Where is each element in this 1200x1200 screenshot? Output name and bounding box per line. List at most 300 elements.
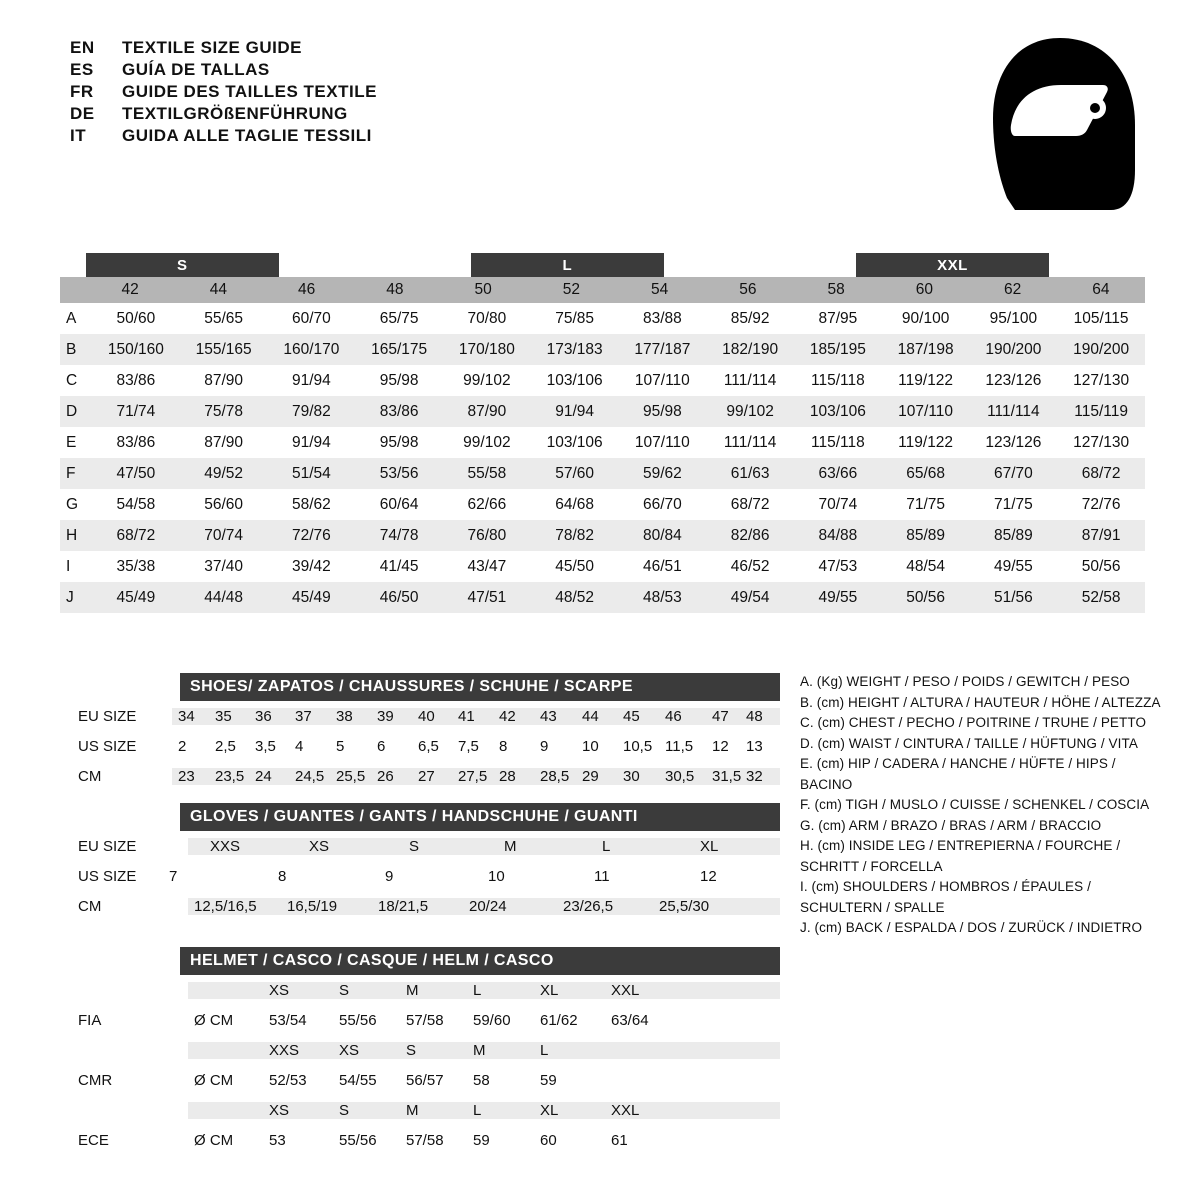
cell: 40 <box>418 707 435 725</box>
cell: 65/75 <box>379 309 419 327</box>
cell <box>611 1042 681 1059</box>
cell: 35/38 <box>116 557 156 575</box>
size-number: 48 <box>386 281 404 299</box>
cell: 8 <box>278 867 287 885</box>
cell: 84/88 <box>818 526 858 544</box>
cell: 44/48 <box>204 588 244 606</box>
row-label: G <box>66 495 79 513</box>
table-row <box>60 427 1145 458</box>
legend-line: A. (Kg) WEIGHT / PESO / POIDS / GEWITCH / PESO <box>800 674 1130 689</box>
cell: 18/21,5 <box>378 897 429 915</box>
cell: L <box>473 981 482 999</box>
table-row <box>70 701 780 731</box>
helmet-head-row <box>70 975 780 1005</box>
cell: 48/52 <box>555 588 595 606</box>
row-label: US SIZE <box>78 737 137 755</box>
cell: 54/55 <box>339 1071 377 1089</box>
cell: 12 <box>700 867 717 885</box>
cell: 87/90 <box>467 402 507 420</box>
cell: 87/90 <box>204 433 244 451</box>
cell: 37/40 <box>204 557 244 575</box>
cell: 26 <box>377 767 394 785</box>
cell: 65/68 <box>906 464 946 482</box>
cell: 8 <box>499 737 508 755</box>
row-label: ECE <box>78 1131 109 1149</box>
cell: 61 <box>611 1131 628 1149</box>
cell: 52/53 <box>269 1071 307 1089</box>
cell: 54/58 <box>116 495 156 513</box>
cell: 60 <box>540 1131 557 1149</box>
legend-line: J. (cm) BACK / ESPALDA / DOS / ZURÜCK / INDIETRO <box>800 920 1143 935</box>
cell: 59/62 <box>642 464 682 482</box>
cell: 11,5 <box>665 737 694 755</box>
cell: 46/50 <box>379 588 419 606</box>
cell: 64/68 <box>555 495 595 513</box>
cell: M <box>406 1101 419 1119</box>
cell: 23,5 <box>215 767 245 785</box>
header-titles <box>70 38 377 148</box>
cell: 63/66 <box>818 464 858 482</box>
row-label: CM <box>78 897 102 915</box>
cell: 99/102 <box>726 402 774 420</box>
row-label-blank <box>60 277 86 303</box>
size-number: 52 <box>562 281 580 299</box>
row-label: CMR <box>78 1071 113 1089</box>
cell: 49/54 <box>730 588 770 606</box>
measurement-legend <box>800 672 1170 939</box>
size-group-l: L <box>471 253 664 277</box>
cell <box>188 982 269 999</box>
cell: XL <box>540 1101 559 1119</box>
cell: 185/195 <box>809 340 866 358</box>
table-row <box>60 396 1145 427</box>
unit: Ø CM <box>194 1011 234 1029</box>
cell: 85/89 <box>906 526 946 544</box>
row-label: J <box>66 588 74 606</box>
cell: 127/130 <box>1073 433 1130 451</box>
unit: Ø CM <box>194 1131 234 1149</box>
header-title: GUIDA ALLE TAGLIE TESSILI <box>122 126 372 145</box>
size-number: 58 <box>827 281 845 299</box>
cell: 95/98 <box>379 371 419 389</box>
cell: 56/57 <box>406 1071 444 1089</box>
cell: 127/130 <box>1073 371 1130 389</box>
header-row <box>70 126 377 146</box>
cell: 51/54 <box>291 464 331 482</box>
cell: 6,5 <box>418 737 439 755</box>
cell: 119/122 <box>898 371 954 389</box>
row-label: CM <box>78 767 102 785</box>
row-label: B <box>66 340 77 358</box>
cell: 43/47 <box>467 557 507 575</box>
cell: 55/65 <box>204 309 244 327</box>
cell: 4 <box>295 737 304 755</box>
cell: 50/56 <box>906 588 946 606</box>
cell: 9 <box>385 867 394 885</box>
cell: 87/91 <box>1081 526 1121 544</box>
cell: 115/119 <box>1074 402 1128 420</box>
row-label: I <box>66 557 71 575</box>
legend-line: I. (cm) SHOULDERS / HOMBROS / ÉPAULES / <box>800 879 1091 894</box>
cell: 70/74 <box>204 526 244 544</box>
cell: 70/74 <box>818 495 858 513</box>
size-group-row <box>60 253 1145 277</box>
cell: 7,5 <box>458 737 479 755</box>
header-row <box>70 60 377 80</box>
row-label: D <box>66 402 78 420</box>
cell: 10,5 <box>623 737 653 755</box>
cell: 105/115 <box>1073 309 1129 327</box>
helmet-table <box>70 947 780 1155</box>
legend-line: F. (cm) TIGH / MUSLO / CUISSE / SCHENKEL / COSCIA <box>800 797 1150 812</box>
header-title: TEXTILE SIZE GUIDE <box>122 38 302 57</box>
cell: 47/50 <box>116 464 156 482</box>
cell: 28 <box>499 767 516 785</box>
table-row <box>60 520 1145 551</box>
size-group-m: M <box>368 256 382 274</box>
cell: 71/75 <box>906 495 946 513</box>
table-row <box>70 1005 780 1035</box>
legend-line: D. (cm) WAIST / CINTURA / TAILLE / HÜFTUNG / VITA <box>800 735 1138 751</box>
size-number: 56 <box>739 281 757 299</box>
row-label: EU SIZE <box>78 837 137 855</box>
legend-line: SCHULTERN / SPALLE <box>800 899 945 915</box>
cell: 20/24 <box>469 897 507 915</box>
cell: 31,5 <box>712 767 742 785</box>
cell: S <box>409 837 420 855</box>
header-row <box>70 104 377 124</box>
cell: 53 <box>269 1131 286 1149</box>
gloves-table <box>70 803 780 921</box>
cell: 111/114 <box>723 433 777 451</box>
cell: 25,5/30 <box>659 897 710 915</box>
cell: M <box>473 1041 486 1059</box>
cell: 82/86 <box>730 526 770 544</box>
table-row <box>70 891 780 921</box>
cell: 27,5 <box>458 767 488 785</box>
cell: 71/74 <box>116 402 156 420</box>
cell: 95/98 <box>379 433 419 451</box>
cell: 39/42 <box>291 557 331 575</box>
header-row <box>70 82 377 102</box>
table-row <box>70 761 780 791</box>
language-code: ES <box>70 60 94 79</box>
size-number: 42 <box>121 281 139 299</box>
cell: 60/70 <box>291 309 331 327</box>
cell: 80/84 <box>642 526 682 544</box>
cell: 39 <box>377 707 394 725</box>
cell: 160/170 <box>283 340 340 358</box>
cell: 70/80 <box>467 309 507 327</box>
size-number: 44 <box>209 281 227 299</box>
cell: 59 <box>473 1131 490 1149</box>
cell: 150/160 <box>107 340 164 358</box>
cell: 41 <box>458 707 475 725</box>
cell: 24,5 <box>295 767 325 785</box>
cell: 23 <box>178 767 195 785</box>
size-number: 64 <box>1092 281 1110 299</box>
cell: 28,5 <box>540 767 570 785</box>
row-label: US SIZE <box>78 867 137 885</box>
cell: 85/89 <box>993 526 1033 544</box>
table-row <box>60 365 1145 396</box>
cell: 12 <box>712 737 729 755</box>
cell: 91/94 <box>555 402 595 420</box>
cell: 74/78 <box>379 526 419 544</box>
cell: 115/118 <box>811 371 865 389</box>
cell: 38 <box>336 707 353 725</box>
language-code: IT <box>70 126 87 145</box>
cell: 60/64 <box>379 495 419 513</box>
cell: XS <box>339 1041 360 1059</box>
language-code: FR <box>70 82 94 101</box>
cell: 91/94 <box>291 433 331 451</box>
cell: 76/80 <box>467 526 507 544</box>
cell: 119/122 <box>898 433 954 451</box>
cell: 99/102 <box>463 371 511 389</box>
cell: 123/126 <box>985 371 1042 389</box>
cell: 53/54 <box>269 1011 307 1029</box>
cell: 10 <box>582 737 599 755</box>
legend-line: H. (cm) INSIDE LEG / ENTREPIERNA / FOURCHE / <box>800 838 1121 853</box>
cell: S <box>406 1041 417 1059</box>
cell: 66/70 <box>642 495 682 513</box>
cell: 63/64 <box>611 1011 649 1029</box>
cell: 50/60 <box>116 309 156 327</box>
table-row <box>60 551 1145 582</box>
cell: 2 <box>178 737 187 755</box>
legend-line: SCHRITT / FORCELLA <box>800 858 943 874</box>
cell: 62/66 <box>467 495 507 513</box>
cell: 95/98 <box>642 402 682 420</box>
row-label: EU SIZE <box>78 707 137 725</box>
cell: 48/53 <box>642 588 682 606</box>
cell: 187/198 <box>897 340 954 358</box>
main-size-table <box>60 253 1145 613</box>
size-group-cell <box>60 253 86 277</box>
cell: 36 <box>255 707 272 725</box>
cell: 45 <box>623 707 640 725</box>
cell: 58 <box>473 1071 490 1089</box>
table-row <box>70 831 780 861</box>
cell: 111/114 <box>723 371 777 389</box>
helmet-head-row <box>70 1035 780 1065</box>
language-code: DE <box>70 104 95 123</box>
cell: 123/126 <box>985 433 1042 451</box>
legend-line: B. (cm) HEIGHT / ALTURA / HAUTEUR / HÖHE / ALTEZZA <box>800 694 1161 710</box>
cell: 12,5/16,5 <box>194 897 257 915</box>
cell: 85/92 <box>730 309 770 327</box>
legend-line: C. (cm) CHEST / PECHO / POITRINE / TRUHE / PETTO <box>800 715 1147 730</box>
cell: 107/110 <box>898 402 954 420</box>
cell: 78/82 <box>555 526 595 544</box>
cell: 155/165 <box>195 340 252 358</box>
cell: 59 <box>540 1071 557 1089</box>
cell: 30,5 <box>665 767 695 785</box>
helmet-icon <box>975 30 1145 220</box>
legend-line: G. (cm) ARM / BRAZO / BRAS / ARM / BRACCIO <box>800 817 1102 833</box>
cell: 43 <box>540 707 557 725</box>
table-row <box>70 861 780 891</box>
cell: S <box>339 981 350 999</box>
cell: 190/200 <box>1073 340 1130 358</box>
cell: 83/86 <box>116 371 156 389</box>
legend-line: E. (cm) HIP / CADERA / HANCHE / HÜFTE / HIPS / BACINO <box>800 756 1116 792</box>
cell: 52/58 <box>1081 588 1121 606</box>
cell: 24 <box>255 767 272 785</box>
size-number: 46 <box>298 281 316 299</box>
cell: XL <box>540 981 559 999</box>
table-row <box>70 1125 780 1155</box>
cell <box>611 1072 681 1089</box>
cell: 103/106 <box>546 433 603 451</box>
size-number: 54 <box>651 281 669 299</box>
cell: 2,5 <box>215 737 236 755</box>
cell: 46/51 <box>642 557 682 575</box>
cell: 50/56 <box>1081 557 1121 575</box>
cell: 46 <box>665 707 682 725</box>
cell: 95/100 <box>989 309 1038 327</box>
cell: 57/58 <box>406 1011 444 1029</box>
cell: 44 <box>582 707 599 725</box>
cell: 165/175 <box>371 340 428 358</box>
cell: L <box>473 1101 482 1119</box>
row-label: C <box>66 371 78 389</box>
cell: 45/50 <box>555 557 595 575</box>
table-row <box>60 334 1145 365</box>
cell: XL <box>700 837 719 855</box>
cell: 107/110 <box>634 371 690 389</box>
cell: 16,5/19 <box>287 897 338 915</box>
cell: 45/49 <box>116 588 156 606</box>
size-number: 50 <box>474 281 492 299</box>
cell: 48 <box>746 707 763 725</box>
helmet-title: HELMET / CASCO / CASQUE / HELM / CASCO <box>180 947 780 975</box>
language-code: EN <box>70 38 95 57</box>
cell: 49/55 <box>993 557 1033 575</box>
cell: 182/190 <box>722 340 779 358</box>
row-label: FIA <box>78 1011 102 1029</box>
table-row <box>70 731 780 761</box>
cell: M <box>406 981 419 999</box>
cell: 87/90 <box>204 371 244 389</box>
cell: 11 <box>594 867 610 885</box>
cell: 41/45 <box>379 557 419 575</box>
cell <box>188 1102 269 1119</box>
cell: 91/94 <box>291 371 331 389</box>
cell: 48/54 <box>906 557 946 575</box>
helmet-head-row <box>70 1095 780 1125</box>
cell: 103/106 <box>546 371 603 389</box>
cell: 61/63 <box>730 464 770 482</box>
cell: XS <box>269 1101 290 1119</box>
cell: 34 <box>178 707 195 725</box>
row-label: H <box>66 526 78 544</box>
cell: 107/110 <box>634 433 690 451</box>
header-row <box>70 38 377 58</box>
cell: 46/52 <box>730 557 770 575</box>
size-group-cell <box>1049 253 1145 277</box>
cell: 72/76 <box>291 526 331 544</box>
cell: 13 <box>746 737 763 755</box>
cell: 25,5 <box>336 767 366 785</box>
cell: 75/85 <box>555 309 595 327</box>
cell: 115/118 <box>811 433 865 451</box>
cell: 51/56 <box>993 588 1033 606</box>
cell: 10 <box>488 867 505 885</box>
row-label: F <box>66 464 76 482</box>
cell: 27 <box>418 767 435 785</box>
cell: 75/78 <box>204 402 244 420</box>
cell: XXS <box>210 837 241 855</box>
cell: 37 <box>295 707 312 725</box>
size-group-xxl: XXL <box>856 253 1049 277</box>
cell: 30 <box>623 767 640 785</box>
cell: 177/187 <box>634 340 691 358</box>
cell: 42 <box>499 707 516 725</box>
cell: 45/49 <box>291 588 331 606</box>
table-row <box>60 303 1145 334</box>
cell: 99/102 <box>463 433 511 451</box>
cell: L <box>602 837 611 855</box>
size-group-s: S <box>86 253 279 277</box>
cell: XXL <box>611 981 640 999</box>
header-title: TEXTILGRÖßENFÜHRUNG <box>122 104 348 123</box>
cell: 47 <box>712 707 729 725</box>
cell: 87/95 <box>818 309 858 327</box>
cell: M <box>504 837 517 855</box>
cell: 68/72 <box>1081 464 1121 482</box>
cell: XS <box>309 837 330 855</box>
table-row <box>60 489 1145 520</box>
cell: 55/56 <box>339 1131 377 1149</box>
shoes-table <box>70 673 780 791</box>
cell: 170/180 <box>458 340 515 358</box>
cell: 79/82 <box>291 402 331 420</box>
cell: 23/26,5 <box>563 897 614 915</box>
header-title: GUIDE DES TAILLES TEXTILE <box>122 82 377 101</box>
cell: 47/53 <box>818 557 858 575</box>
cell: 55/56 <box>339 1011 377 1029</box>
cell: 103/106 <box>809 402 866 420</box>
cell: 58/62 <box>291 495 331 513</box>
row-label: A <box>66 309 77 327</box>
cell: 71/75 <box>993 495 1033 513</box>
cell <box>188 1042 269 1059</box>
cell: 83/86 <box>379 402 419 420</box>
cell: 53/56 <box>379 464 419 482</box>
cell: 90/100 <box>901 309 950 327</box>
cell: 49/52 <box>204 464 244 482</box>
cell: 29 <box>582 767 599 785</box>
cell: 55/58 <box>467 464 507 482</box>
cell: 59/60 <box>473 1011 511 1029</box>
table-row <box>60 458 1145 489</box>
cell: 57/58 <box>406 1131 444 1149</box>
cell: 68/72 <box>116 526 156 544</box>
cell: 57/60 <box>555 464 595 482</box>
header-title: GUÍA DE TALLAS <box>122 60 270 79</box>
cell: 173/183 <box>546 340 603 358</box>
table-row <box>60 582 1145 613</box>
cell: 47/51 <box>467 588 507 606</box>
cell: XXL <box>611 1101 640 1119</box>
row-label: E <box>66 433 77 451</box>
cell: XXS <box>269 1041 300 1059</box>
cell: 35 <box>215 707 232 725</box>
cell: 6 <box>377 737 386 755</box>
cell: L <box>540 1041 549 1059</box>
